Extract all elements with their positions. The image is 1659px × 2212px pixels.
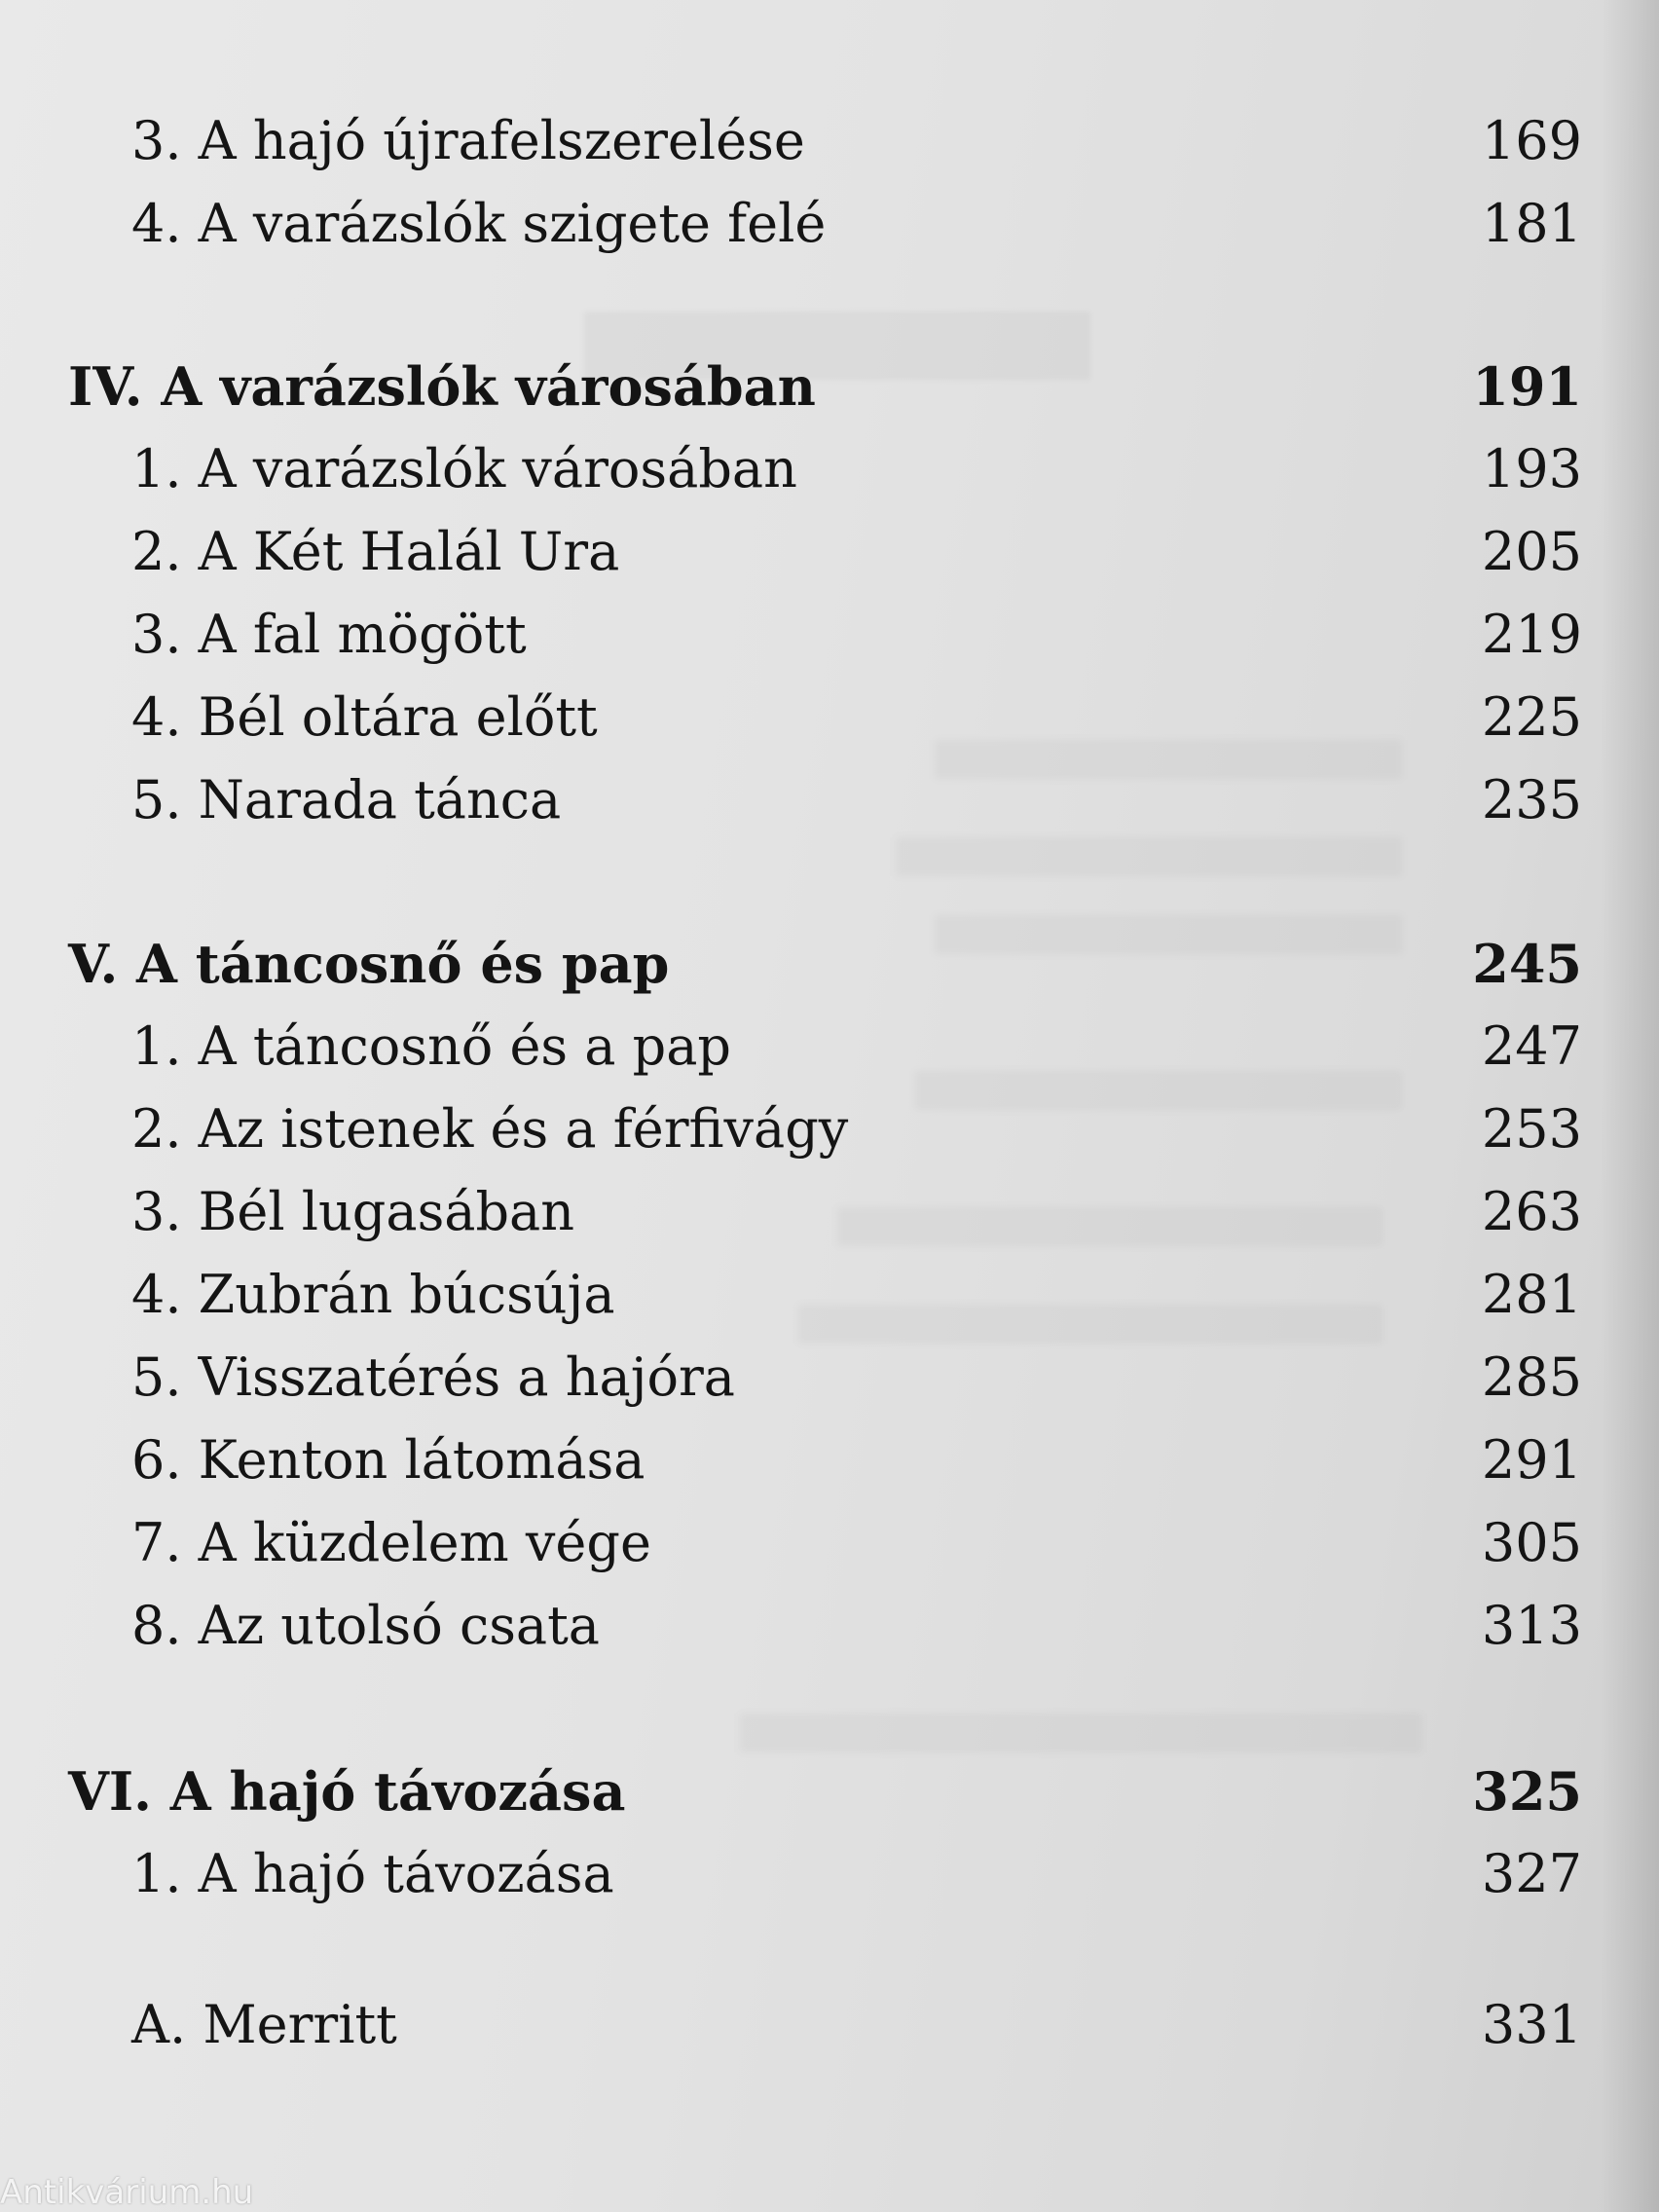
toc-chapter-title: 5. Visszatérés a hajóra bbox=[131, 1346, 735, 1408]
toc-chapter-title: 3. Bél lugasában bbox=[131, 1181, 575, 1242]
toc-page-number: 193 bbox=[1481, 438, 1582, 499]
toc-chapter-title: A. Merritt bbox=[131, 1994, 397, 2055]
toc-part-title: VI. A hajó távozása bbox=[68, 1760, 626, 1823]
toc-chapter-title: 6. Kenton látomása bbox=[131, 1429, 645, 1491]
toc-page-number: 331 bbox=[1481, 1994, 1582, 2055]
toc-page-number: 285 bbox=[1481, 1346, 1582, 1408]
toc-part-title: IV. A varázslók városában bbox=[68, 355, 816, 418]
toc-chapter-title: 1. A hajó távozása bbox=[131, 1843, 614, 1904]
toc-page-number: 313 bbox=[1481, 1595, 1582, 1656]
toc-page-number: 291 bbox=[1481, 1429, 1582, 1491]
toc-page-number: 253 bbox=[1481, 1098, 1582, 1160]
toc-part-title: V. A táncosnő és pap bbox=[68, 933, 670, 995]
toc-chapter-title: 2. A Két Halál Ura bbox=[131, 521, 620, 582]
toc-chapter-title: 8. Az utolsó csata bbox=[131, 1595, 600, 1656]
toc-chapter-title: 3. A fal mögött bbox=[131, 604, 527, 665]
watermark-text: Antikvárium.hu bbox=[0, 2173, 254, 2212]
toc-page-number: 263 bbox=[1481, 1181, 1582, 1242]
toc-page-number: 191 bbox=[1472, 355, 1582, 418]
toc-chapter-title: 1. A táncosnő és a pap bbox=[131, 1015, 731, 1077]
toc-page-number: 325 bbox=[1472, 1760, 1582, 1823]
toc-chapter-title: 4. A varázslók szigete felé bbox=[131, 193, 827, 254]
toc-chapter-title: 2. Az istenek és a férfivágy bbox=[131, 1098, 849, 1160]
toc-page-number: 281 bbox=[1481, 1264, 1582, 1325]
toc-page-number: 205 bbox=[1481, 521, 1582, 582]
page-edge-shadow bbox=[1601, 0, 1659, 2212]
toc-page-number: 219 bbox=[1481, 604, 1582, 665]
toc-chapter-title: 1. A varázslók városában bbox=[131, 438, 797, 499]
toc-page-number: 327 bbox=[1481, 1843, 1582, 1904]
toc-page-number: 181 bbox=[1481, 193, 1582, 254]
toc-page-number: 245 bbox=[1472, 933, 1582, 995]
toc-page-number: 169 bbox=[1481, 110, 1582, 171]
toc-page-number: 247 bbox=[1481, 1015, 1582, 1077]
toc-chapter-title: 4. Bél oltára előtt bbox=[131, 686, 598, 748]
toc-chapter-title: 7. A küzdelem vége bbox=[131, 1512, 651, 1573]
toc-chapter-title: 3. A hajó újrafelszerelése bbox=[131, 110, 805, 171]
toc-page-number: 305 bbox=[1481, 1512, 1582, 1573]
toc-chapter-title: 5. Narada tánca bbox=[131, 769, 562, 830]
toc-page-number: 225 bbox=[1481, 686, 1582, 748]
toc-chapter-title: 4. Zubrán búcsúja bbox=[131, 1264, 615, 1325]
toc-page-number: 235 bbox=[1481, 769, 1582, 830]
